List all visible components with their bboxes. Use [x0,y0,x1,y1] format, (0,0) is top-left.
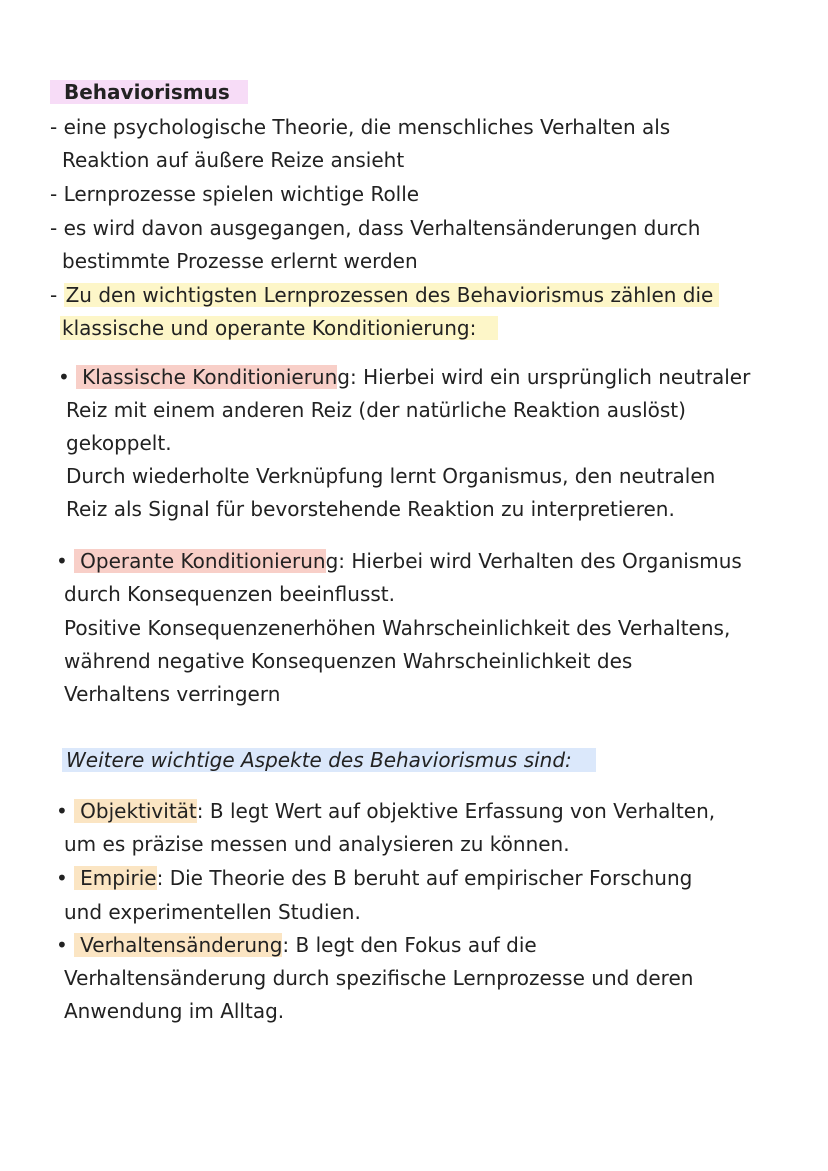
objektivitaet-term: Objektivität [74,799,197,823]
verhalten-line-1 [56,931,537,959]
verhalten-line-2: Verhaltensänderung durch spezifische Lernprozesse und deren [64,966,694,990]
highlight-yellow-2: klassische und operante Konditionierung: [60,316,498,340]
intro-line-7 [60,314,498,342]
verhalten-line-3: Anwendung im Alltag. [64,999,285,1023]
weitere-heading-text: Weitere wichtige Aspekte des Behaviorismus sind: [62,748,596,772]
empirie-line-2: und experimentellen Studien. [64,900,361,924]
operant-line-1 [56,547,742,575]
klassisch-line-3: gekoppelt. [66,431,172,455]
intro-line-5: bestimmte Prozesse erlernt werden [62,249,418,273]
empirie-line-1 [56,864,692,892]
klassisch-term: Klassische Konditionierun [76,365,337,389]
bullet-icon: • [56,933,68,957]
operant-line-3: Positive Konsequenzenerhöhen Wahrscheinlichkeit des Verhaltens, [64,616,731,640]
dash: - [50,283,58,307]
title-highlight: Behaviorismus [50,80,248,104]
objektivitaet-line-1 [56,797,715,825]
operant-line-4: während negative Konsequenzen Wahrscheinlichkeit des [64,649,633,673]
intro-line-3: - Lernprozesse spielen wichtige Rolle [50,182,420,206]
klassisch-line-1 [58,363,750,391]
intro-line-2: Reaktion auf äußere Reize ansieht [62,148,405,172]
intro-line-1: - eine psychologische Theorie, die menschliches Verhalten als [50,115,671,139]
operant-text-1: : Hierbei wird Verhalten des Organismus [338,549,742,573]
klassisch-line-5: Reiz als Signal für bevorstehende Reaktion zu interpretieren. [66,497,675,521]
highlight-yellow-1: Zu den wichtigsten Lernprozessen des Behaviorismus zählen die [64,283,720,307]
bullet-icon: • [56,549,68,573]
weitere-heading [62,746,596,774]
klassisch-line-2: Reiz mit einem anderen Reiz (der natürliche Reaktion auslöst) [66,398,686,422]
empirie-text-1: : Die Theorie des B beruht auf empirischer Forschung [156,866,693,890]
klassisch-text-1: : Hierbei wird ein ursprünglich neutraler [349,365,751,389]
verhalten-term: Verhaltensänderung [74,933,282,957]
verhalten-text-1: : B legt den Fokus auf die [282,933,537,957]
klassisch-term-rest: g [337,365,350,389]
operant-line-5: Verhaltens verringern [64,682,281,706]
intro-line-4: - es wird davon ausgegangen, dass Verhaltensänderungen durch [50,216,701,240]
bullet-icon: • [56,799,68,823]
objektivitaet-line-2: um es präzise messen und analysieren zu können. [64,832,570,856]
intro-line-6 [50,281,719,309]
page-title [50,78,248,106]
operant-line-2: durch Konsequenzen beeinflusst. [64,582,395,606]
objektivitaet-text-1: : B legt Wert auf objektive Erfassung von Verhalten, [196,799,716,823]
bullet-icon: • [58,365,70,389]
bullet-icon: • [56,866,68,890]
operant-term-rest: g [325,549,339,573]
klassisch-line-4: Durch wiederholte Verknüpfung lernt Organismus, den neutralen [66,464,716,488]
operant-term: Operante Konditionierun [74,549,325,573]
empirie-term: Empirie [74,866,156,890]
